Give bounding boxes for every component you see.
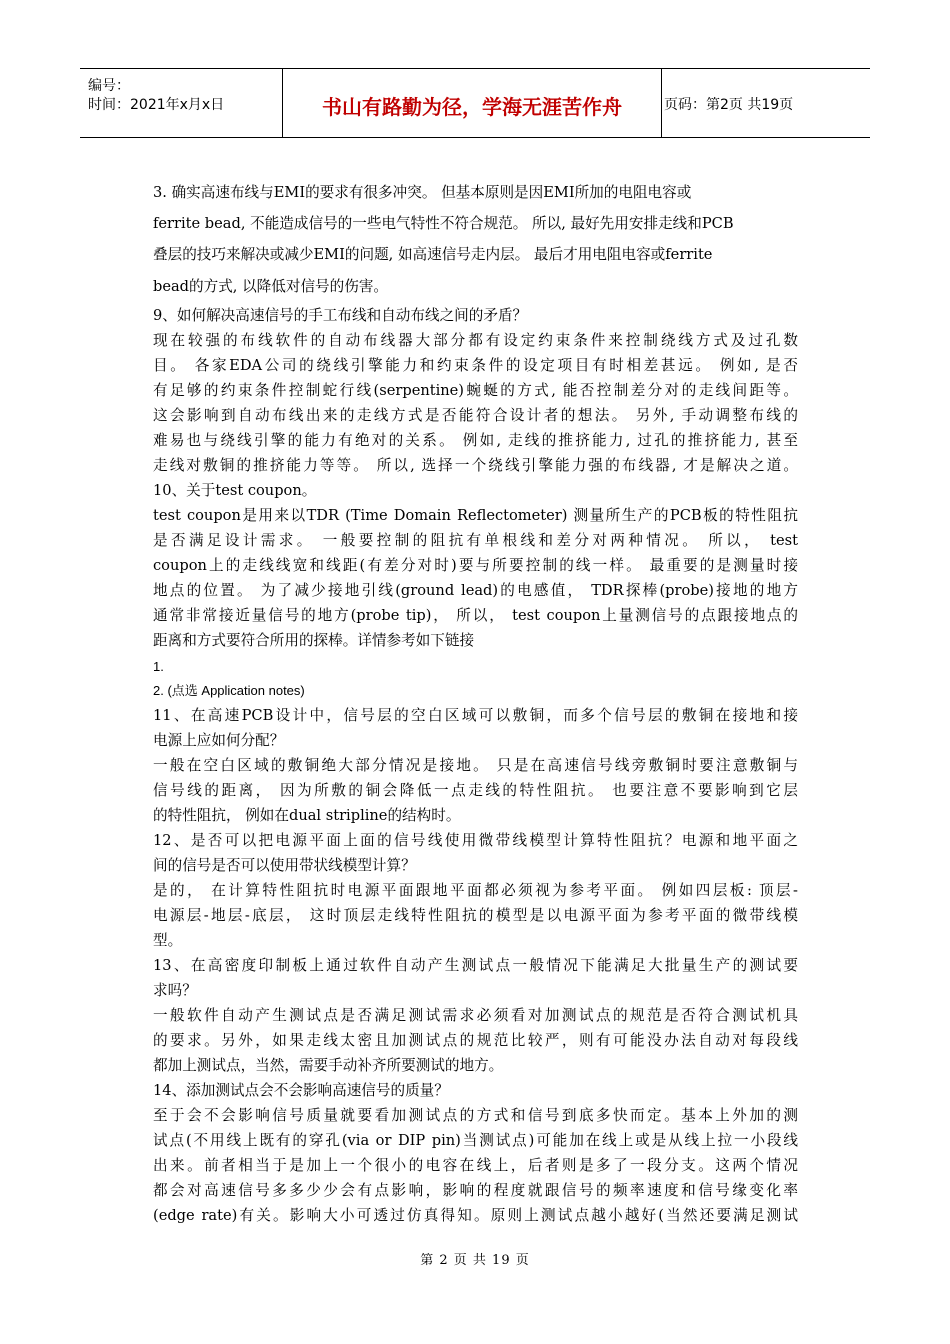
- text-line: 一般在空白区域的敷铜绝大部分情况是接地。 只是在高速信号线旁敷铜时要注意敷铜与: [153, 757, 798, 774]
- page-number-label: 页码：第2页 共19页: [664, 97, 794, 113]
- text-line: 地点的位置。 为了减少接地引线(ground lead)的电感值， TDR探棒(probe)接地的地方: [153, 582, 798, 599]
- question-heading: 14、添加测试点会不会影响高速信号的质量？: [153, 1082, 449, 1099]
- text-line: 通常非常接近量信号的地方(probe tip)， 所以， test coupon上量测信号的点跟接地点的: [153, 607, 798, 624]
- page-footer: 第 2 页 共 19 页: [420, 1253, 530, 1268]
- doc-number-label: 编号：: [88, 78, 130, 94]
- text-line: 一般软件自动产生测试点是否满足测试需求必须看对加测试点的规范是否符合测试机具: [153, 1007, 798, 1024]
- text-line: bead的方式, 以降低对信号的伤害。: [153, 278, 389, 295]
- header-page-cell: [662, 69, 870, 137]
- text-line: 都加上测试点，当然，需要手动补齐所要测试的地方。: [153, 1057, 504, 1074]
- text-line: test coupon是用来以TDR (Time Domain Reflectometer) 测量所生产的PCB板的特性阻抗: [153, 507, 798, 524]
- text-line: ferrite bead, 不能造成信号的一些电气特性不符合规范。 所以, 最好先用安排走线和PCB: [153, 215, 734, 232]
- text-line: 目。 各家EDA公司的绕线引擎能力和约束条件的设定项目有时相差甚远。 例如, 是否: [153, 357, 798, 374]
- text-line: 是否满足设计需求。 一般要控制的阻抗有单根线和差分对两种情况。 所以， test: [153, 532, 798, 549]
- question-heading: 13、在高密度印制板上通过软件自动产生测试点一般情况下能满足大批量生产的测试要: [153, 957, 798, 974]
- text-line: 试点(不用线上既有的穿孔(via or DIP pin)当测试点)可能加在线上或是从线上拉一小段线: [153, 1132, 798, 1149]
- question-heading: 9、如何解决高速信号的手工布线和自动布线之间的矛盾？: [153, 307, 528, 324]
- question-heading: 电源上应如何分配？: [153, 732, 285, 749]
- date-label: 时间：2021年x月x日: [88, 97, 225, 113]
- text-line: 距离和方式要符合所用的探棒。详情参考如下链接: [153, 632, 475, 649]
- text-line: 至于会不会影响信号质量就要看加测试点的方式和信号到底多快而定。基本上外加的测: [153, 1107, 798, 1124]
- question-heading: 10、关于test coupon。: [153, 482, 317, 499]
- text-line: coupon上的走线线宽和线距(有差分对时)要与所要控制的线一样。 最重要的是测量时接: [153, 557, 798, 574]
- text-line: 是的， 在计算特性阻抗时电源平面跟地平面都必须视为参考平面。 例如四层板: 顶层-: [153, 882, 798, 899]
- text-line: 叠层的技巧来解决或减少EMI的问题, 如高速信号走内层。 最后才用电阻电容或ferrite: [153, 246, 713, 263]
- question-heading: 12、是否可以把电源平面上面的信号线使用微带线模型计算特性阻抗？电源和地平面之: [153, 832, 798, 849]
- text-line: 这会影响到自动布线出来的走线方式是否能符合设计者的想法。 另外, 手动调整布线的: [153, 407, 798, 424]
- link-item: 1.: [153, 659, 164, 674]
- page-header: [80, 68, 870, 138]
- question-heading: 求吗？: [153, 982, 197, 999]
- text-line: 3. 确实高速布线与EMI的要求有很多冲突。 但基本原则是因EMI所加的电阻电容或: [153, 184, 692, 201]
- link-item: 2. (点选 Application notes): [153, 683, 305, 698]
- text-line: 现在较强的布线软件的自动布线器大部分都有设定约束条件来控制绕线方式及过孔数: [153, 332, 798, 349]
- header-motto-cell: [283, 69, 662, 137]
- text-line: 信号线的距离， 因为所敷的铜会降低一点走线的特性阻抗。 也要注意不要影响到它层: [153, 782, 798, 799]
- text-line: 都会对高速信号多多少少会有点影响，影响的程度就跟信号的频率速度和信号缘变化率: [153, 1182, 798, 1199]
- text-line: 难易也与绕线引擎的能力有绝对的关系。 例如, 走线的推挤能力, 过孔的推挤能力, 甚至: [153, 432, 798, 449]
- text-line: 型。: [153, 932, 183, 949]
- text-line: (edge rate)有关。影响大小可透过仿真得知。原则上测试点越小越好(当然还要满足测试: [153, 1207, 798, 1224]
- text-line: 出来。前者相当于是加上一个很小的电容在线上，后者则是多了一段分支。这两个情况: [153, 1157, 798, 1174]
- question-heading: 间的信号是否可以使用带状线模型计算？: [153, 857, 416, 874]
- header-info-cell: [80, 69, 283, 137]
- text-line: 走线对敷铜的推挤能力等等。 所以, 选择一个绕线引擎能力强的布线器, 才是解决之道。: [153, 457, 798, 474]
- text-line: 有足够的约束条件控制蛇行线(serpentine)蜿蜒的方式, 能否控制差分对的走线间距等。: [153, 382, 798, 399]
- text-line: 的要求。另外，如果走线太密且加测试点的规范比较严，则有可能没办法自动对每段线: [153, 1032, 798, 1049]
- question-heading: 11、在高速PCB设计中，信号层的空白区域可以敷铜，而多个信号层的敷铜在接地和接: [153, 707, 798, 724]
- motto-text: 书山有路勤为径，学海无涯苦作舟: [322, 95, 622, 119]
- text-line: 的特性阻抗， 例如在dual stripline的结构时。: [153, 807, 461, 824]
- text-line: 电源层-地层-底层， 这时顶层走线特性阻抗的模型是以电源平面为参考平面的微带线模: [153, 907, 798, 924]
